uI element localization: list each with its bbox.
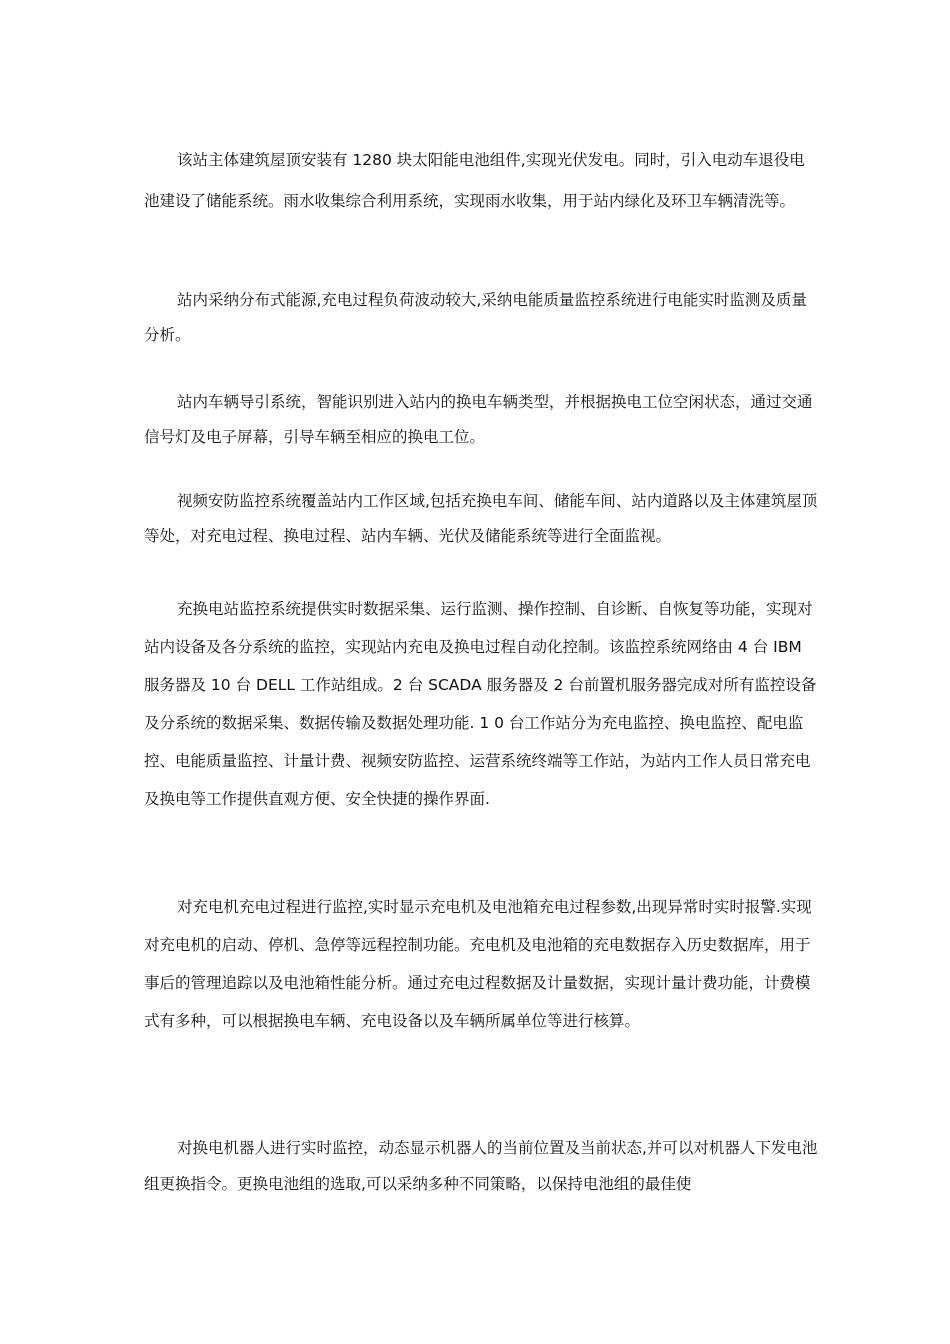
paragraph-vehicle-guidance: 站内车辆导引系统，智能识别进入站内的换电车辆类型，并根据换电工位空闲状态，通过交通信号灯及电子屏幕，引导车辆至相应的换电工位。 [144,393,813,446]
paragraph-solar-storage: 该站主体建筑屋顶安装有 1280 块太阳能电池组件,实现光伏发电。同时，引入电动车退役电池建设了储能系统。雨水收集综合利用系统，实现雨水收集，用于站内绿化及环卫车辆清洗等。 [144,151,805,210]
paragraph-robot-monitoring: 对换电机器人进行实时监控，动态显示机器人的当前位置及当前状态,并可以对机器人下发电池组更换指令。更换电池组的选取,可以采纳多种不同策略，以保持电池组的最佳使 [144,1139,818,1193]
paragraph-power-quality: 站内采纳分布式能源,充电过程负荷波动较大,采纳电能质量监控系统进行电能实时监测及质量分析。 [144,291,807,344]
paragraph-video-surveillance: 视频安防监控系统覆盖站内工作区域,包括充换电车间、储能车间、站内道路以及主体建筑屋顶等处，对充电过程、换电过程、站内车辆、光伏及储能系统等进行全面监视。 [144,492,818,545]
paragraph-station-monitoring: 充换电站监控系统提供实时数据采集、运行监测、操作控制、自诊断、自恢复等功能，实现对站内设备及各分系统的监控，实现站内充电及换电过程自动化控制。该监控系统网络由 4 台 IBM 服务器及 10 台 DELL 工作站组成。2 台 SCADA 服务器及 2 台前置机服务器完成对所有监控设备及分系统的数据采集、数据传输及数据处理功能. 1 0 台工作站分为充电监控、换电监控、配电监控、电能质量监控、计量计费、视频安防监控、运营系统终端等工作站，为站内工作人员日常充电及换电等工作提供直观方便、安全快捷的操作界面. [144,600,817,808]
paragraph-charger-monitoring: 对充电机充电过程进行监控,实时显示充电机及电池箱充电过程参数,出现异常时实时报警.实现对充电机的启动、停机、急停等远程控制功能。充电机及电池箱的充电数据存入历史数据库，用于事后的管理追踪以及电池箱性能分析。通过充电过程数据及计量数据，实现计量计费功能，计费模式有多种，可以根据换电车辆、充电设备以及车辆所属单位等进行核算。 [144,898,812,1030]
